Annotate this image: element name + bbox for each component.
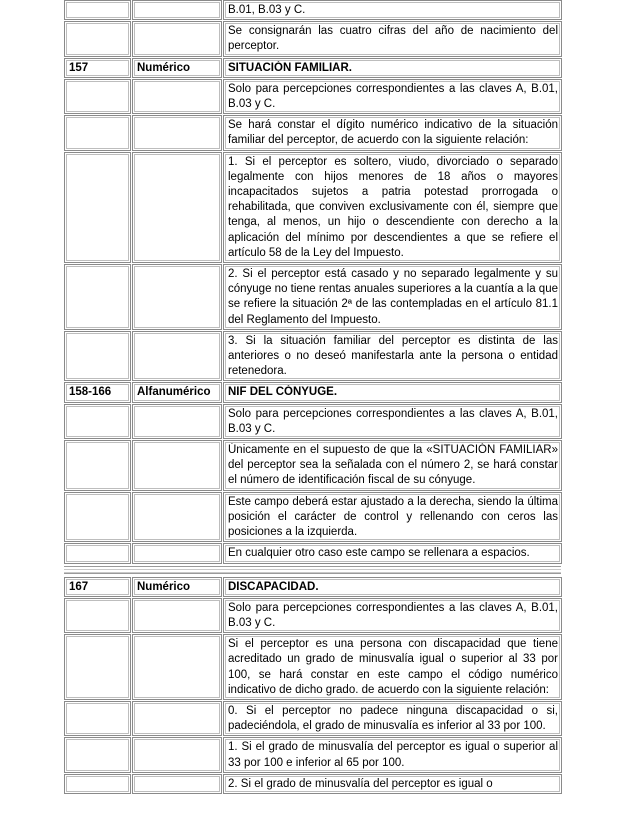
table-row — [64, 598, 563, 634]
position-cell — [64, 440, 131, 491]
field-header-row — [64, 58, 563, 79]
table-row — [64, 21, 563, 57]
type-cell — [132, 634, 222, 700]
content-cell: 2. Si el perceptor está casado y no separado legalmente y su cónyuge no tiene rentas anuales superiores a la cuantía a la que se refiere la situación 2ª de las contempladas en el artículo 81.1 del Reglamento del Impuesto. — [223, 264, 562, 330]
type-cell — [132, 701, 222, 736]
position-cell — [64, 492, 131, 543]
content-cell: En cualquier otro caso este campo se rellenara a espacios. — [223, 543, 562, 563]
type-cell — [132, 331, 222, 382]
type-cell — [132, 774, 222, 794]
content-cell: Este campo deberá estar ajustado a la derecha, siendo la última posición el carácter de control y rellenando con ceros las posiciones a la izquierda. — [223, 492, 562, 543]
field-title: DISCAPACIDAD. — [223, 577, 562, 597]
type-cell — [132, 264, 222, 330]
type-cell — [132, 543, 222, 563]
content-cell: 1. Si el grado de minusvalía del perceptor es igual o superior al 33 por 100 e inferior al 65 por 100. — [223, 737, 562, 772]
position-cell — [64, 634, 131, 700]
position-cell — [64, 543, 131, 563]
position-cell — [64, 79, 131, 114]
type-cell — [132, 21, 222, 56]
type-cell — [132, 737, 222, 772]
content-cell: Solo para percepciones correspondientes a las claves A, B.01, B.03 y C. — [223, 404, 562, 439]
position-cell — [64, 404, 131, 439]
table-row — [64, 492, 563, 544]
content-cell: Solo para percepciones correspondientes a las claves A, B.01, B.03 y C. — [223, 79, 562, 114]
position-cell — [64, 152, 131, 263]
table-row — [64, 774, 563, 795]
type-cell — [132, 404, 222, 439]
position-cell — [64, 264, 131, 330]
position-cell: 157 — [64, 58, 131, 78]
type-cell: Numérico — [132, 58, 222, 78]
content-cell: 3. Si la situación familiar del perceptor es distinta de las anteriores o no deseó manifestarla ante la persona o entidad retenedora. — [223, 331, 562, 382]
content-cell: 1. Si el perceptor es soltero, viudo, divorciado o separado legalmente con hijos menores de 18 años o mayores incapacitados sujetos a patria potestad prorrogada o rehabilitada, que conviven exclusivamente con él, siempre que tenga, al menos, un hijo o descendiente con derecho a la aplicación del mínimo por descendientes a que se refiere el artículo 58 de la Ley del Impuesto. — [223, 152, 562, 263]
position-cell — [64, 331, 131, 382]
table-row — [64, 0, 563, 21]
content-cell: 0. Si el perceptor no padece ninguna discapacidad o si, padeciéndola, el grado de minusvalía es inferior al 33 por 100. — [223, 701, 562, 736]
content-cell: Solo para percepciones correspondientes a las claves A, B.01, B.03 y C. — [223, 598, 562, 633]
type-cell: Alfanumérico — [132, 382, 222, 402]
content-cell: Se hará constar el dígito numérico indicativo de la situación familiar del perceptor, de acuerdo con la siguiente relación: — [223, 115, 562, 150]
table-break — [64, 566, 561, 574]
field-header-row — [64, 382, 563, 403]
table-row — [64, 440, 563, 492]
table-row — [64, 115, 563, 151]
position-cell: 167 — [64, 577, 131, 597]
field-title: SITUACIÓN FAMILIAR. — [223, 58, 562, 78]
table-row — [64, 331, 563, 383]
content-cell: Si el perceptor es una persona con discapacidad que tiene acreditado un grado de minusvalía igual o superior al 33 por 100, se hará constar en este campo el código numérico indicativo de dicho grado. de acuerdo con la siguiente relación: — [223, 634, 562, 700]
position-cell — [64, 598, 131, 633]
type-cell — [132, 440, 222, 491]
type-cell — [132, 152, 222, 263]
table-row — [64, 543, 563, 564]
field-title: NIF DEL CÓNYUGE. — [223, 382, 562, 402]
field-table — [64, 0, 563, 795]
type-cell: Numérico — [132, 577, 222, 597]
type-cell — [132, 598, 222, 633]
field-header-row — [64, 577, 563, 598]
type-cell — [132, 492, 222, 543]
table-row — [64, 264, 563, 331]
position-cell — [64, 115, 131, 150]
table-row — [64, 152, 563, 264]
content-cell: B.01, B.03 y C. — [223, 0, 562, 20]
content-cell: 2. Si el grado de minusvalía del perceptor es igual o — [223, 774, 562, 794]
table-row — [64, 79, 563, 115]
type-cell — [132, 115, 222, 150]
position-cell — [64, 0, 131, 20]
position-cell — [64, 774, 131, 794]
position-cell: 158-166 — [64, 382, 131, 402]
table-row — [64, 634, 563, 701]
position-cell — [64, 21, 131, 56]
content-cell: Únicamente en el supuesto de que la «SITUACIÓN FAMILIAR» del perceptor sea la señalada con el número 2, se hará constar el número de identificación fiscal de su cónyuge. — [223, 440, 562, 491]
type-cell — [132, 79, 222, 114]
position-cell — [64, 737, 131, 772]
table-row — [64, 404, 563, 440]
table-row — [64, 701, 563, 737]
type-cell — [132, 0, 222, 20]
table-row — [64, 737, 563, 773]
position-cell — [64, 701, 131, 736]
content-cell: Se consignarán las cuatro cifras del año de nacimiento del perceptor. — [223, 21, 562, 56]
